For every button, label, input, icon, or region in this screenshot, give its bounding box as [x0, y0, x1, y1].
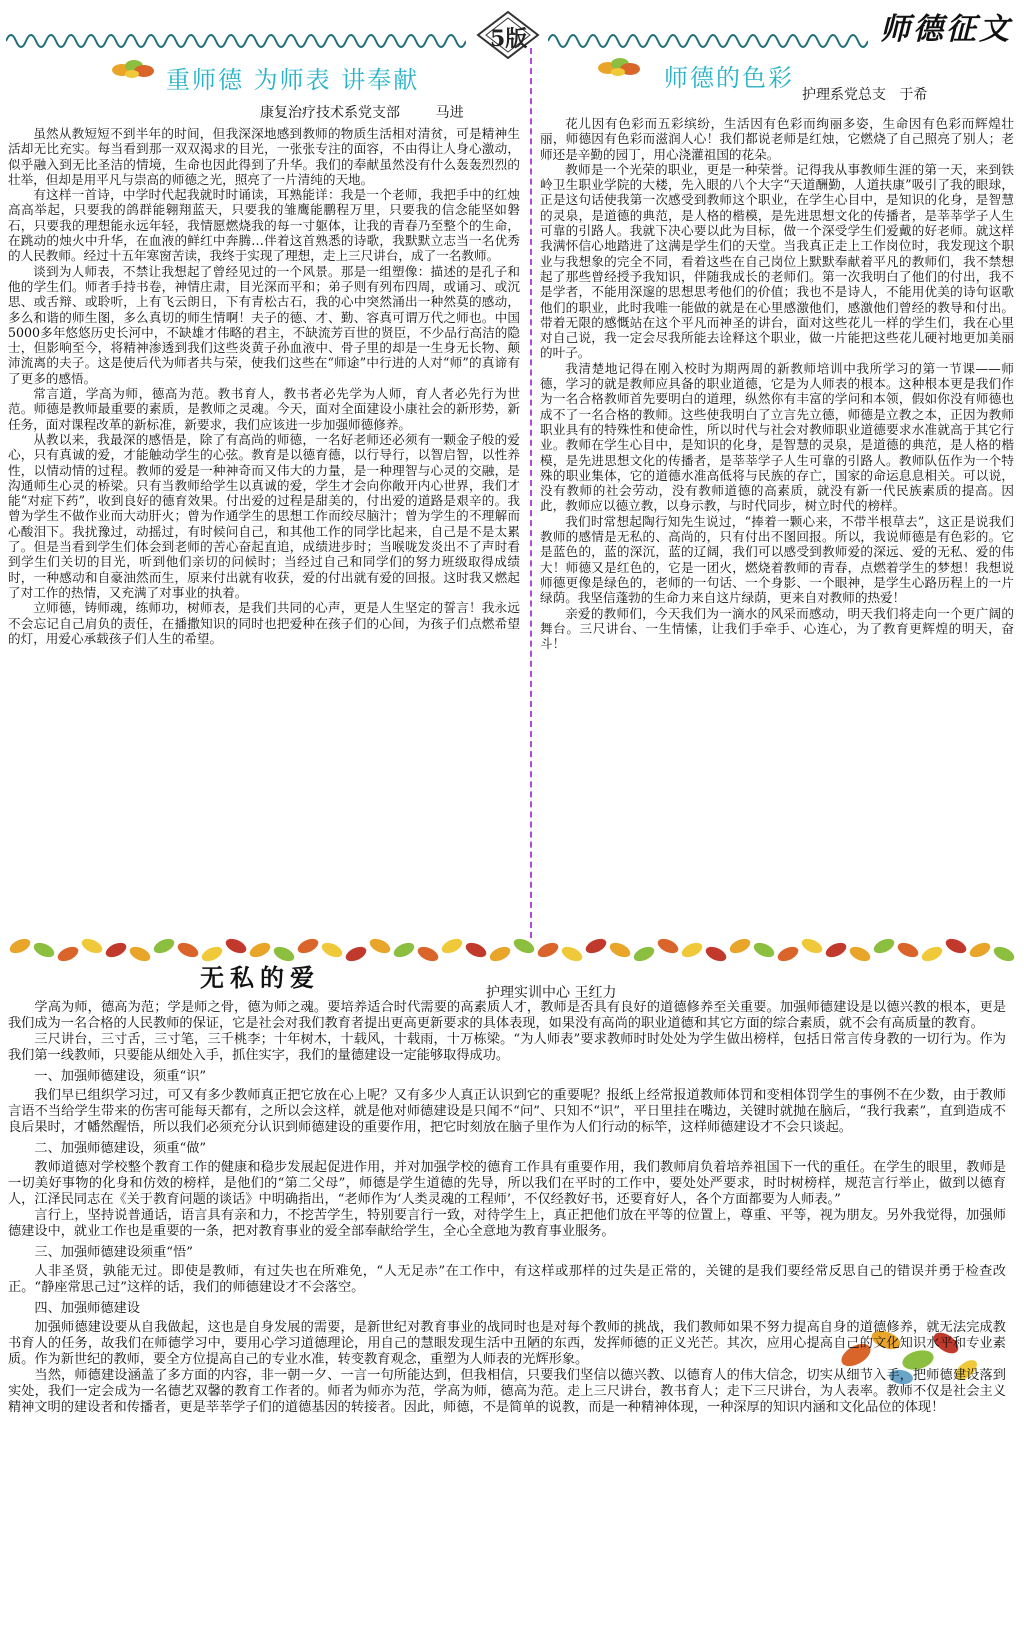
garland-leaf-icon	[919, 944, 944, 964]
section1-paragraph: 常言道，学高为师，德高为范。教书育人，教书者必先学为人师，育人者必先行为世范。师德是教师最重要的素质，是教师之灵魂。今天，面对全面建设小康社会的新形势，新任务，面对课程改革的新标准，新要求，我们应该进一步加强师德修养。	[8, 386, 520, 432]
garland-leaf-icon	[391, 940, 416, 960]
section1-title: 重师德 为师表 讲奉献	[166, 66, 420, 94]
section3-paragraph: 当然，师德建设涵盖了多方面的内容，非一朝一夕、一言一句所能达到，但我相信，只要我们坚信以德兴教、以德育人的伟大信念，切实从细节入手，把师德建设落到实处，我们一定会成为一名德艺双馨的教育工作者的。师者为师亦为范，学高为师，德高为范。走上三尺讲台，教书育人；走下三尺讲台，为人表率。教师不仅是社会主义精神文明的建设者和传播者，更是莘莘学子们的道德基因的转接者。因此，师德，不是简单的说教，而是一种精神体现，一种深厚的知识内涵和文化品位的体现！	[8, 1368, 1006, 1415]
section1-paragraph: 从教以来，我最深的感悟是，除了有高尚的师德，一名好老师还必须有一颗金子般的爱心，只有真诚的爱，才能触动学生的心弦。教育是以德育德，以行导行，以智启智，以性养性，以情动情的过程。教师的爱是一种神奇而又伟大的力量，是一种理智与心灵的交融，是沟通师生心灵的桥梁。只有当教师给学生以真诚的爱，学生才会向你敞开内心世界，我们才能“对症下药”，收到良好的德育效果。付出爱的过程是甜美的，付出爱的道路是艰辛的。我曾为学生不做作业而大动肝火；曾为作通学生的思想工作而绞尽脑汁；曾为学生的不理解而心酸泪下。我扰豫过，动摇过，有时候问自己，和其他工作的同学比起来，自己是不是太累了。但是当看到学生们体会到老师的苦心奋起直追，成绩进步时；当喉咙发炎出不了声时看到学生们关切的目光，听到他们亲切的问候时；当经过自己和同学们的努力班级取得成绩时，一种感动和自豪油然而生，原来付出就有收获，爱的付出就有爱的回报。这时我又燃起了对工作的热情，又充满了对事业的执着。	[8, 431, 520, 600]
garland-leaf-icon	[55, 944, 80, 964]
garland-leaf-icon	[127, 944, 152, 964]
garland-leaf-icon	[487, 944, 512, 964]
garland-leaf-icon	[991, 944, 1016, 964]
section2-paragraph: 我们时常想起陶行知先生说过，“捧着一颗心来，不带半根草去”，这正是说我们教师的感情是无私的、高尚的，只有付出不图回报。所以，我说师德是有色彩的。它是蓝色的，蓝的深沉，蓝的辽阔，我们可以感受到教师爱的深远、爱的无私、爱的伟大！师德又是红色的，它是一团火，燃烧着教师的青春，点燃着学生的梦想！我想说师德更像是绿色的，老师的一句话、一个身影、一个眼神，是学生心路历程上的一片绿荫。我坚信蓬勃的生命力来自这片绿荫，更来自对教师的热爱！	[540, 513, 1014, 606]
garland-leaf-icon	[967, 940, 992, 960]
garland-leaf-icon	[871, 936, 896, 956]
section3-paragraph: 教师道德对学校整个教育工作的健康和稳步发展起促进作用，并对加强学校的德育工作具有重要作用，我们教师肩负着培养祖国下一代的重任。在学生的眼里，教师是一切美好事物的化身和仿效的榜样，是他们的“第二父母”，师德是学生道德的先导，所以我们在平时的工作中，要处处严要求，时时树榜样，规范言行举止，做到以德育人，江泽民同志在《关于教育问题的谈话》中明确指出，“老师作为‘人类灵魂的工程师’，不仅经教好书，还要育好人，各个方面都要为人师表。”	[8, 1160, 1006, 1207]
section3-paragraph: 三尺讲台，三寸舌，三寸笔，三千桃李；十年树木，十载风，十载雨，十万栋梁。“为人师表”要求教师时时处处为学生做出榜样，包括日常言传身教的一切行为。作为我们第一线教师，只要能从细处入手，抓住实字，我们的量德建设一定能够取得成功。	[8, 1032, 1006, 1063]
section3-paragraph: 加强师德建设要从自我做起，这也是自身发展的需要，是新世纪对教育事业的战同时也是对每个教师的挑战，我们教师如果不努力提高自身的道德修养，就无法完成教书育人的任务，故我们在师德学习中，要用心学习道德理论，用自己的慧眼发现生活中丑陋的东西，发挥师德的正义光芒。其次，应用心提高自己的文化知识水平和专业素质。作为新世纪的教师，要全方位提高自己的专业水准，转变教育观念，重塑为人师表的光辉形象。	[8, 1320, 1006, 1367]
section3-subheading: 一、加强师德建设，须重“识”	[34, 1069, 207, 1084]
section3-paragraph: 我们早已组织学习过，可又有多少教师真正把它放在心上呢？又有多少人真正认识到它的重要呢？报纸上经常报道教师体罚和变相体罚学生的事例不在少数，由于教师言语不当给学生带来的伤害可能每天都有，之所以会这样，就是他对师德建设是只闻不“问”、只知不“识”，平日里挂在嘴边，关键时就抛在脑后，“我行我素”，直到造成不良后果时，才幡然醒悟，所以我们必须充分认识到师德建设的重要作用，把它时刻放在脑子里作为人们行动的标竿，这样师德建设才不会只谈起。	[8, 1088, 1006, 1135]
section1-paragraph: 虽然从教短短不到半年的时间，但我深深地感到教师的物质生活相对清贫，可是精神生活却无比充实。每当看到那一双双渴求的目光，一张张专注的面容，不由得让人身心激动，似乎融入到无比圣洁的情境，生命也因此得到了升华。我们的奉献虽然没有什么轰轰烈烈的壮举，但却是用平凡与崇高的师德之光，照亮了一片清纯的天地。	[8, 126, 520, 187]
garland-leaf-icon	[655, 936, 680, 956]
garland-leaf-icon	[463, 940, 488, 960]
section3-paragraph: 人非圣贤，孰能无过。即使是教师，有过失也在所难免，“人无足赤”在工作中，有这样或那样的过失是正常的，关键的是我们要经常反思自己的错误并勇于检查改正。“静座常思己过”这样的话，我们的师德建设才不会落空。	[8, 1264, 1006, 1295]
section2-paragraph: 教师是一个光荣的职业，更是一种荣誉。记得我从事教师生涯的第一天，来到铁岭卫生职业学院的大楼，先入眼的八个大字“天道酬勤，人道扶康”吸引了我的眼球，正是这句话使我第一次感受到教师这个职业，在学生心目中，是知识的化身，是智慧的灵泉，是道德的典范，是人格的楷模，是先进思想文化的传播者，是莘莘学子人生可靠的引路人。我就下决心要以此为目标，做一个深受学生们爱戴的好老师。就这样我满怀信心地踏进了这满是学生们的天堂。当我真正走上工作岗位时，我发现这个职业与我想象的完全不同，看着这些在自己岗位上默默奉献着平凡的教师们，我不禁想起了那些曾经授予我知识，伴随我成长的老师们。第一次我明白了他们的付出，我不是学者，不能用深邃的思想思考他们的价值；我也不是诗人，不能用优美的诗句讴歌他们的职业，此时我唯一能做的就是在心里感激他们，感激他们曾经的教导和付出。带着无限的感慨站在这个平凡而神圣的讲台，面对这些花儿一样的学生们，我在心里对自己说，我一定会尽我所能去诠释这个职业，做一片能把这些花儿硬衬地更加美丽的叶子。	[540, 161, 1014, 361]
leaf-garland-banner	[8, 932, 1018, 972]
garland-leaf-icon	[535, 940, 560, 960]
garland-leaf-icon	[727, 936, 752, 956]
leaf-ornament-icon	[110, 56, 156, 82]
garland-leaf-icon	[319, 940, 344, 960]
garland-leaf-icon	[175, 940, 200, 960]
garland-leaf-icon	[223, 936, 248, 956]
section3-subheading: 四、加强师德建设	[34, 1301, 140, 1316]
garland-leaf-icon	[439, 936, 464, 956]
garland-leaf-icon	[751, 940, 776, 960]
section2-paragraph: 我清楚地记得在刚入校时为期两周的新教师培训中我所学习的第一节课——师德，学习的就是教师应具备的职业道德，它是为人师表的根本。这种根本更是我们作为一名合格教师首先要明白的道理，纵然你有丰富的学问和本领，假如你没有师德也成不了一名合格的教师。这些使我明白了立言先立德，师德是立教之本，正因为教师职业具有的特殊性和使命性，所以时代与社会对教师职业道德要求水准就高于其它行业。教师在学生心目中，是知识的化身，是智慧的灵泉，是道德的典范，是人格的楷模，是先进思想文化的传播者，是莘莘学子人生可靠的引路人。教师队伍作为一个特殊的职业集体，它的道德水准高低将与民族的存亡，国家的命运息息相关。可以说，没有教师的社会劳动，没有教师道德的高素质，就没有新一代民族素质的提高。因此，教师应以德立教，以身示教，与时代同步，树立时代的榜样。	[540, 360, 1014, 514]
section2-paragraph: 亲爱的教师们，今天我们为一滴水的风采而感动，明天我们将走向一个更广阔的舞台。三尺讲台、一生情愫，让我们手牵手、心连心，为了教育更辉煌的明天，奋斗！	[540, 605, 1014, 652]
garland-leaf-icon	[775, 944, 800, 964]
garland-leaf-icon	[367, 936, 392, 956]
garland-leaf-icon	[583, 936, 608, 956]
section2-byline: 护理系党总支 于希	[802, 87, 928, 103]
garland-leaf-icon	[559, 944, 584, 964]
garland-leaf-icon	[8, 936, 33, 956]
garland-leaf-icon	[151, 936, 176, 956]
section1-paragraph: 有这样一首诗，中学时代起我就时时诵读，耳熟能详：我是一个老师，我把手中的红烛高高举起，只要我的鸽群能翱翔蓝天，只要我的雏鹰能鹏程万里，只要我的信念能坚如磐石，只要我的理想能永远年轻，我情愿燃烧我的每一寸躯体，让我的青春乃至整个的生命，在跳动的烛火中升华，在血液的鲜红中奔腾…伴着这首熟悉的诗歌，我默默立志当一名优秀的人民教师。经过十五年寒窗苦读，我终于实现了理想，走上三尺讲台，成了一名教师。	[8, 187, 520, 264]
publication-brand: 师德征文	[880, 12, 1012, 47]
section3-byline: 护理实训中心 王红力	[486, 985, 617, 1001]
garland-leaf-icon	[631, 944, 656, 964]
section3-subheading: 三、加强师德建设须重“悟”	[34, 1245, 193, 1260]
leaf-ornament-icon	[596, 54, 642, 80]
garland-leaf-icon	[103, 940, 128, 960]
section1-paragraph: 谈到为人师表，不禁让我想起了曾经见过的一个风景。那是一组塑像：描述的是孔子和他的学生们。师者手持书卷，神情庄肃，目光深而平和；弟子则有列布四周，或诵习、或沉思、或舌辩、或聆听，上有飞云朗日，下有青松古石，我的心中突然涌出一种然莫的感动，多么和谐的师生图，多么真切的师生情啊！夫子的德、才、勤、容真可谓万代之师也。中国5000多年悠悠历史长河中，不缺雄才伟略的君主，不缺流芳百世的贤臣，不少品行高洁的隐士，但影响至今，将精神渗透到我们这些炎黄子孙血液中、骨子里的却是一生身无长物、颠沛流离的夫子。这是使后代为师者共与荣，使我们这些在“师途”中行进的人对“师”的真谛有了更多的感悟。	[8, 263, 520, 386]
garland-leaf-icon	[895, 940, 920, 960]
garland-leaf-icon	[511, 936, 536, 956]
garland-leaf-icon	[943, 936, 968, 956]
section2-title: 师德的色彩	[664, 64, 794, 92]
garland-leaf-icon	[823, 940, 848, 960]
garland-leaf-icon	[295, 936, 320, 956]
garland-leaf-icon	[31, 940, 56, 960]
section3-body	[8, 1000, 1006, 1630]
section3-paragraph: 言行上，坚持说普通话，语言具有亲和力，不挖苦学生，特别要言行一致，对待学生上，真正把他们放在平等的位置上，尊重、平等，视为朋友。另外我觉得，加强师德建设中，就业工作也是重要的一条，把对教育事业的爱全部奉献给学生，全心全意地为教育事业服务。	[8, 1208, 1006, 1239]
wave-border-left	[6, 26, 466, 56]
garland-leaf-icon	[703, 944, 728, 964]
section3-subheading: 二、加强师德建设，须重“做”	[34, 1141, 207, 1156]
garland-leaf-icon	[607, 940, 632, 960]
section2-body	[540, 116, 1014, 926]
garland-leaf-icon	[679, 940, 704, 960]
section1-body	[8, 126, 520, 926]
garland-leaf-icon	[79, 936, 104, 956]
garland-leaf-icon	[847, 944, 872, 964]
section3-title: 无私的爱	[200, 964, 320, 992]
section2-paragraph: 花儿因有色彩而五彩缤纷，生活因有色彩而绚丽多姿，生命因有色彩而辉煌壮丽，师德因有色彩而滋润人心！我们都说老师是红烛，它燃烧了自己照亮了别人；老师还是辛勤的园丁，用心浇灌祖国的花朵。	[540, 116, 1014, 162]
section1-byline: 康复治疗技术系党支部 马进	[260, 105, 464, 121]
wave-border-right	[548, 26, 868, 56]
section1-paragraph: 立师德，铸师魂，练师功，树师表，是我们共同的心声，更是人生坚定的誓言！我永远不会忘记自己肩负的责任，在播撒知识的同时也把爱种在孩子们的心间，为孩子们点燃希望的灯，用爱心承载孩子们人生的希望。	[8, 600, 520, 646]
garland-leaf-icon	[343, 944, 368, 964]
garland-leaf-icon	[799, 936, 824, 956]
page-number-badge: 5版	[490, 26, 528, 52]
garland-leaf-icon	[415, 944, 440, 964]
column-divider	[530, 48, 532, 938]
section3-paragraph: 学高为师，德高为范；学是师之骨，德为师之魂。要培养适合时代需要的高素质人才，教师是否具有良好的道德修养至关重要。加强师德建设是以德兴教的根本，更是我们成为一名合格的人民教师的保证，它是社会对我们教育者提出更高更新要求的具体表现，如果没有高尚的职业道德和其它方面的综合素质，就不会有高质量的教育。	[8, 1000, 1006, 1031]
